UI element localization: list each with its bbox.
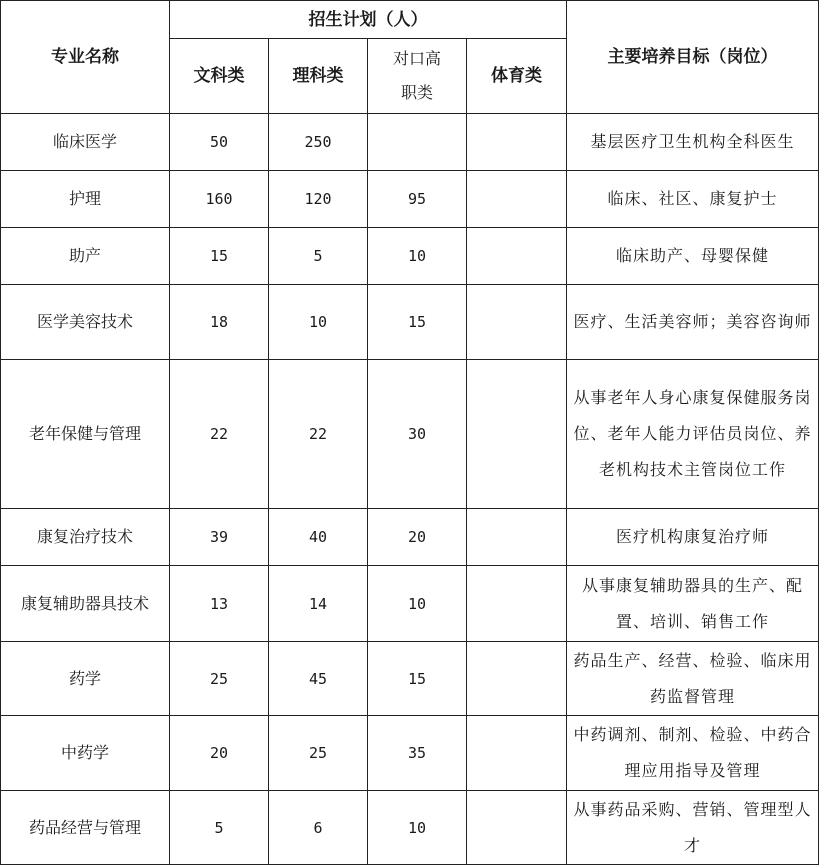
vocational-cell: 10 xyxy=(368,791,467,865)
table-row xyxy=(1,228,819,285)
header-major-name: 专业名称 xyxy=(1,1,170,114)
sports-cell xyxy=(467,716,567,791)
science-cell: 6 xyxy=(269,791,368,865)
science-cell: 40 xyxy=(269,509,368,566)
goal-cell: 临床助产、母婴保健 xyxy=(567,228,819,285)
major-cell: 中药学 xyxy=(1,716,170,791)
table-row xyxy=(1,791,819,865)
sports-cell xyxy=(467,285,567,360)
arts-cell: 160 xyxy=(170,171,269,228)
header-row-1 xyxy=(1,1,819,39)
table-row xyxy=(1,360,819,509)
sports-cell xyxy=(467,228,567,285)
vocational-cell: 30 xyxy=(368,360,467,509)
header-science: 理科类 xyxy=(269,39,368,114)
sports-cell xyxy=(467,642,567,716)
goal-cell: 基层医疗卫生机构全科医生 xyxy=(567,114,819,171)
goal-cell: 从事老年人身心康复保健服务岗位、老年人能力评估员岗位、养老机构技术主管岗位工作 xyxy=(567,360,819,509)
arts-cell: 22 xyxy=(170,360,269,509)
table-row xyxy=(1,509,819,566)
table-row xyxy=(1,566,819,642)
table-row xyxy=(1,171,819,228)
sports-cell xyxy=(467,791,567,865)
sports-cell xyxy=(467,114,567,171)
goal-cell: 医疗、生活美容师；美容咨询师 xyxy=(567,285,819,360)
major-cell: 老年保健与管理 xyxy=(1,360,170,509)
sports-cell xyxy=(467,566,567,642)
header-vocational xyxy=(368,39,467,114)
table-row xyxy=(1,716,819,791)
sports-cell xyxy=(467,509,567,566)
table-row xyxy=(1,114,819,171)
header-sports: 体育类 xyxy=(467,39,567,114)
vocational-cell: 15 xyxy=(368,642,467,716)
vocational-cell: 20 xyxy=(368,509,467,566)
major-cell: 护理 xyxy=(1,171,170,228)
arts-cell: 20 xyxy=(170,716,269,791)
header-vocational-line2: 职类 xyxy=(400,83,433,102)
major-cell: 助产 xyxy=(1,228,170,285)
goal-cell: 医疗机构康复治疗师 xyxy=(567,509,819,566)
arts-cell: 50 xyxy=(170,114,269,171)
major-cell: 药学 xyxy=(1,642,170,716)
vocational-cell: 15 xyxy=(368,285,467,360)
science-cell: 25 xyxy=(269,716,368,791)
arts-cell: 5 xyxy=(170,791,269,865)
goal-cell: 中药调剂、制剂、检验、中药合理应用指导及管理 xyxy=(567,716,819,791)
science-cell: 10 xyxy=(269,285,368,360)
sports-cell xyxy=(467,360,567,509)
major-cell: 药品经营与管理 xyxy=(1,791,170,865)
major-cell: 医学美容技术 xyxy=(1,285,170,360)
arts-cell: 15 xyxy=(170,228,269,285)
header-training-goal: 主要培养目标（岗位） xyxy=(567,1,819,114)
table-row xyxy=(1,285,819,360)
goal-cell: 药品生产、经营、检验、临床用药监督管理 xyxy=(567,642,819,716)
science-cell: 45 xyxy=(269,642,368,716)
goal-cell: 临床、社区、康复护士 xyxy=(567,171,819,228)
vocational-cell: 10 xyxy=(368,228,467,285)
vocational-cell: 10 xyxy=(368,566,467,642)
header-arts: 文科类 xyxy=(170,39,269,114)
arts-cell: 13 xyxy=(170,566,269,642)
science-cell: 250 xyxy=(269,114,368,171)
vocational-cell: 95 xyxy=(368,171,467,228)
science-cell: 5 xyxy=(269,228,368,285)
goal-cell: 从事康复辅助器具的生产、配置、培训、销售工作 xyxy=(567,566,819,642)
vocational-cell: 35 xyxy=(368,716,467,791)
goal-cell: 从事药品采购、营销、管理型人才 xyxy=(567,791,819,865)
major-cell: 康复辅助器具技术 xyxy=(1,566,170,642)
header-vocational-line1: 对口高 xyxy=(392,49,441,68)
header-enrollment-plan: 招生计划（人） xyxy=(170,1,567,39)
table-row xyxy=(1,642,819,716)
science-cell: 14 xyxy=(269,566,368,642)
science-cell: 120 xyxy=(269,171,368,228)
arts-cell: 18 xyxy=(170,285,269,360)
sports-cell xyxy=(467,171,567,228)
arts-cell: 39 xyxy=(170,509,269,566)
major-cell: 康复治疗技术 xyxy=(1,509,170,566)
vocational-cell xyxy=(368,114,467,171)
science-cell: 22 xyxy=(269,360,368,509)
arts-cell: 25 xyxy=(170,642,269,716)
major-cell: 临床医学 xyxy=(1,114,170,171)
